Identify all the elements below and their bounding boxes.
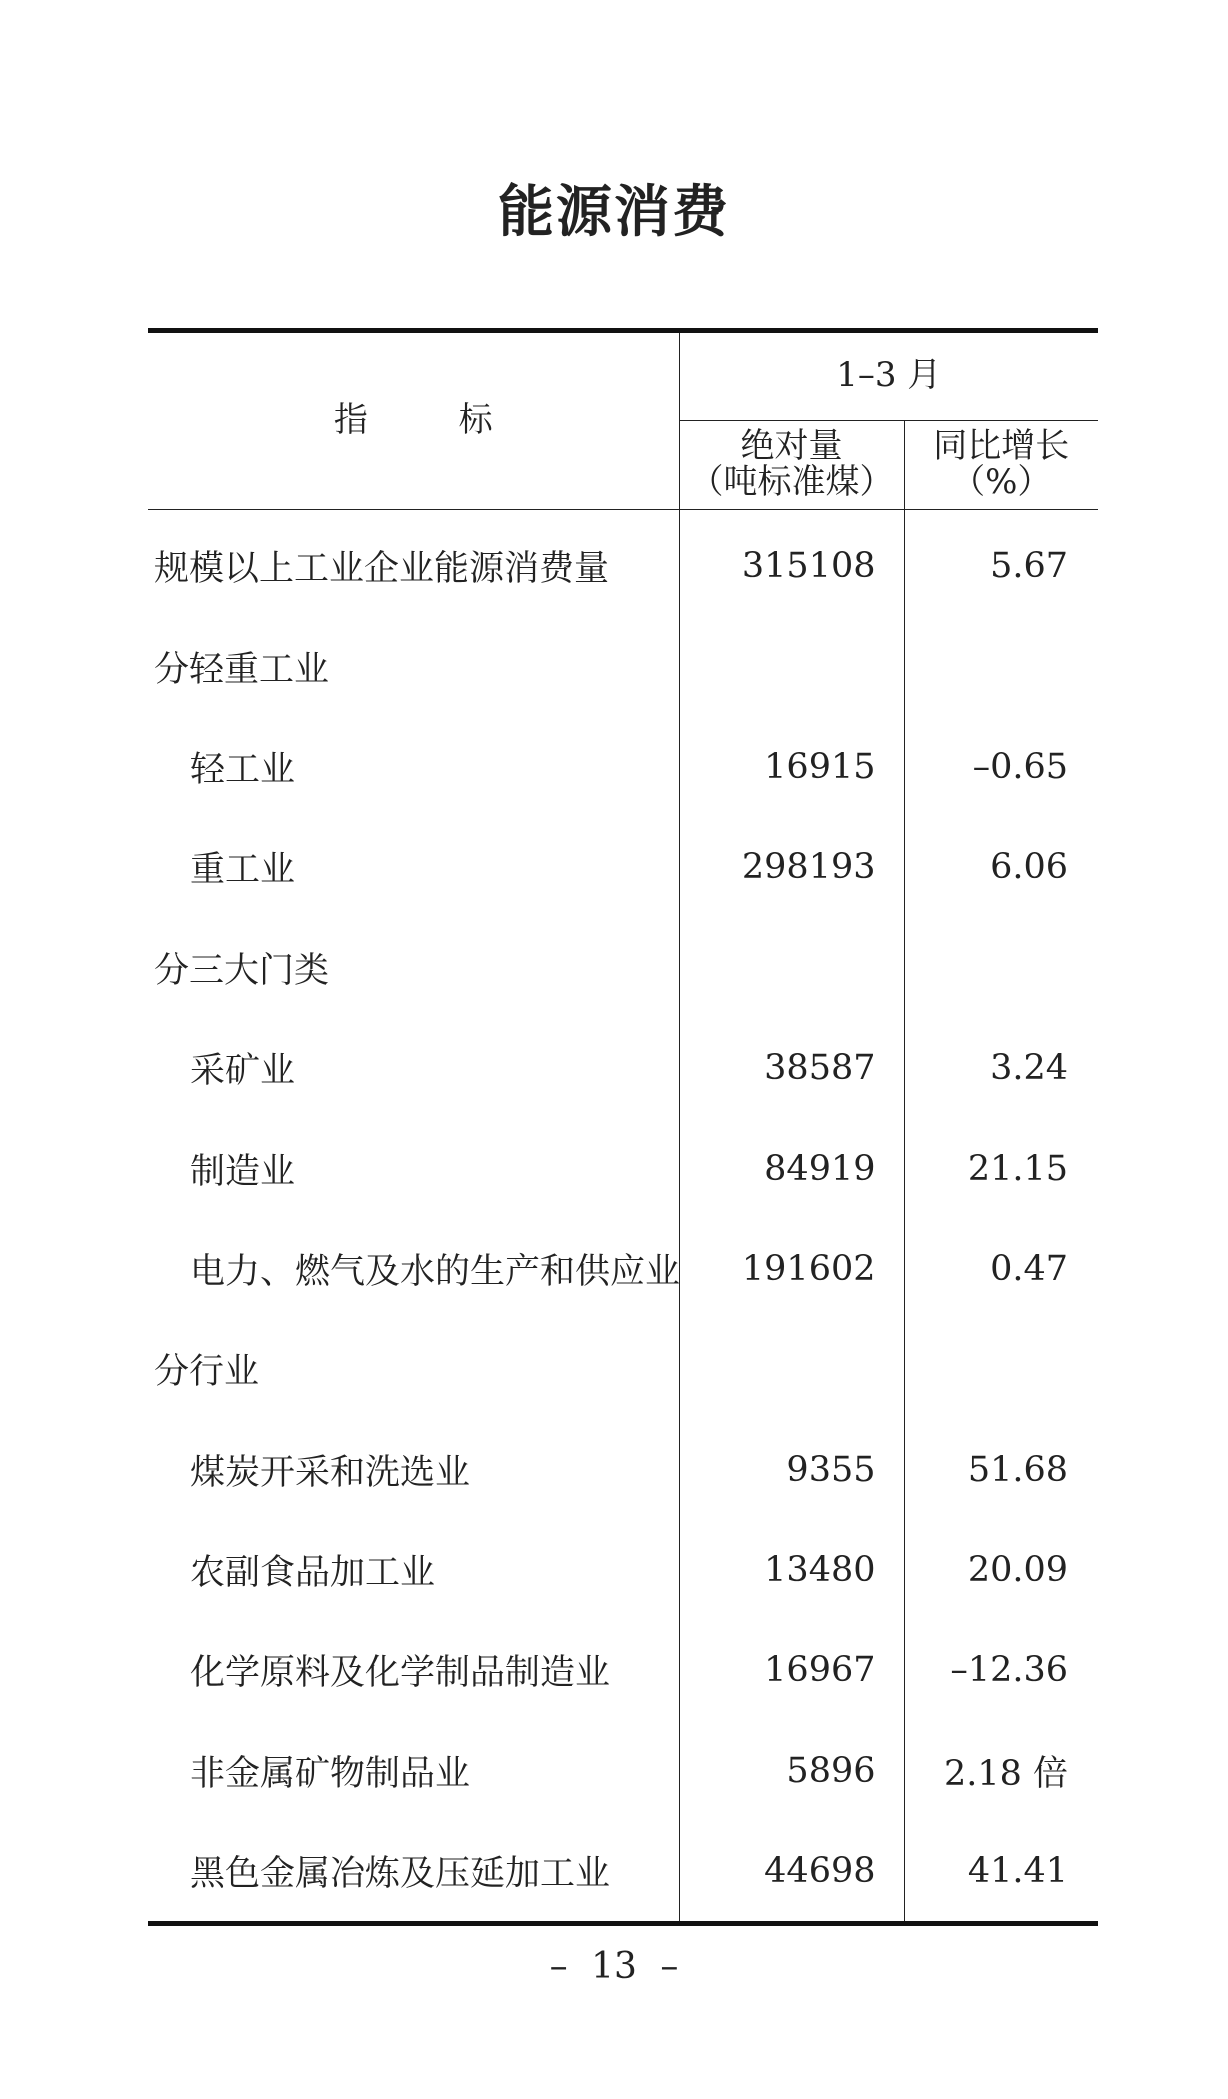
yoy-growth-cell: –0.65 xyxy=(972,746,1069,787)
yoy-growth-cell xyxy=(904,918,1098,1018)
yoy-growth-cell xyxy=(904,1319,1098,1419)
yoy-growth-cell: 21.15 xyxy=(967,1148,1069,1189)
indicator-name: 采矿业 xyxy=(148,1018,679,1118)
indicator-name: 农副食品加工业 xyxy=(148,1520,679,1620)
absolute-amount-cell: 13480 xyxy=(679,1520,904,1620)
yoy-growth-cell: –12.36 xyxy=(950,1650,1069,1691)
yoy-growth-header-label: 同比增长 xyxy=(933,426,1070,467)
yoy-growth-cell: 0.47 xyxy=(990,1248,1069,1289)
indicator-name: 分三大门类 xyxy=(148,918,679,1018)
absolute-amount-cell: 84919 xyxy=(679,1118,904,1218)
period-header: 1–3 月 xyxy=(679,331,1098,421)
absolute-amount-cell xyxy=(679,616,904,716)
page-title: 能源消费 xyxy=(498,180,730,245)
table-row xyxy=(148,1520,1098,1620)
absolute-amount-cell: 38587 xyxy=(679,1018,904,1118)
absolute-amount-header-label: 绝对量 xyxy=(740,426,843,467)
absolute-amount-header xyxy=(679,420,904,510)
yoy-growth-cell: 51.68 xyxy=(967,1449,1069,1490)
page-number: – 13 – xyxy=(549,1946,679,1987)
table-row xyxy=(148,1118,1098,1218)
indicator-name: 化学原料及化学制品制造业 xyxy=(148,1620,679,1720)
table-row xyxy=(148,1420,1098,1520)
yoy-growth-cell: 20.09 xyxy=(967,1550,1069,1591)
absolute-amount-cell: 44698 xyxy=(679,1821,904,1924)
table-row xyxy=(148,1018,1098,1118)
absolute-amount-cell xyxy=(679,1319,904,1419)
table-row xyxy=(148,717,1098,817)
yoy-growth-cell xyxy=(904,616,1098,716)
absolute-amount-cell: 315108 xyxy=(679,510,904,617)
table-row xyxy=(148,616,1098,716)
absolute-amount-cell: 298193 xyxy=(679,817,904,917)
absolute-amount-cell: 16915 xyxy=(679,717,904,817)
indicator-name: 黑色金属冶炼及压延加工业 xyxy=(148,1821,679,1924)
indicator-name: 电力、燃气及水的生产和供应业 xyxy=(148,1219,679,1319)
table-row xyxy=(148,1620,1098,1720)
indicator-name: 规模以上工业企业能源消费量 xyxy=(148,510,679,617)
table-row xyxy=(148,817,1098,917)
energy-consumption-table xyxy=(148,328,1098,1926)
table-row xyxy=(148,1721,1098,1821)
yoy-growth-cell: 41.41 xyxy=(967,1851,1069,1892)
indicator-header: 指 标 xyxy=(148,331,679,510)
absolute-amount-cell: 5896 xyxy=(679,1721,904,1821)
indicator-name: 非金属矿物制品业 xyxy=(148,1721,679,1821)
table-row xyxy=(148,1319,1098,1419)
table-body xyxy=(148,510,1098,1924)
yoy-growth-cell: 6.06 xyxy=(990,847,1069,888)
table-row xyxy=(148,1219,1098,1319)
yoy-growth-header xyxy=(904,420,1098,510)
indicator-name: 制造业 xyxy=(148,1118,679,1218)
yoy-growth-cell: 3.24 xyxy=(990,1048,1069,1089)
absolute-amount-cell: 191602 xyxy=(679,1219,904,1319)
yoy-growth-cell: 2.18 倍 xyxy=(943,1753,1069,1794)
absolute-amount-cell xyxy=(679,918,904,1018)
indicator-name: 轻工业 xyxy=(148,717,679,817)
absolute-amount-cell: 9355 xyxy=(679,1420,904,1520)
indicator-name: 煤炭开采和洗选业 xyxy=(148,1420,679,1520)
absolute-amount-header-unit: （吨标准煤） xyxy=(689,461,894,502)
absolute-amount-cell: 16967 xyxy=(679,1620,904,1720)
indicator-name: 分轻重工业 xyxy=(148,616,679,716)
yoy-growth-header-unit: （%） xyxy=(951,461,1052,502)
indicator-name: 重工业 xyxy=(148,817,679,917)
table-row xyxy=(148,1821,1098,1924)
yoy-growth-cell: 5.67 xyxy=(990,546,1069,587)
indicator-name: 分行业 xyxy=(148,1319,679,1419)
table-row xyxy=(148,510,1098,617)
table-row xyxy=(148,918,1098,1018)
